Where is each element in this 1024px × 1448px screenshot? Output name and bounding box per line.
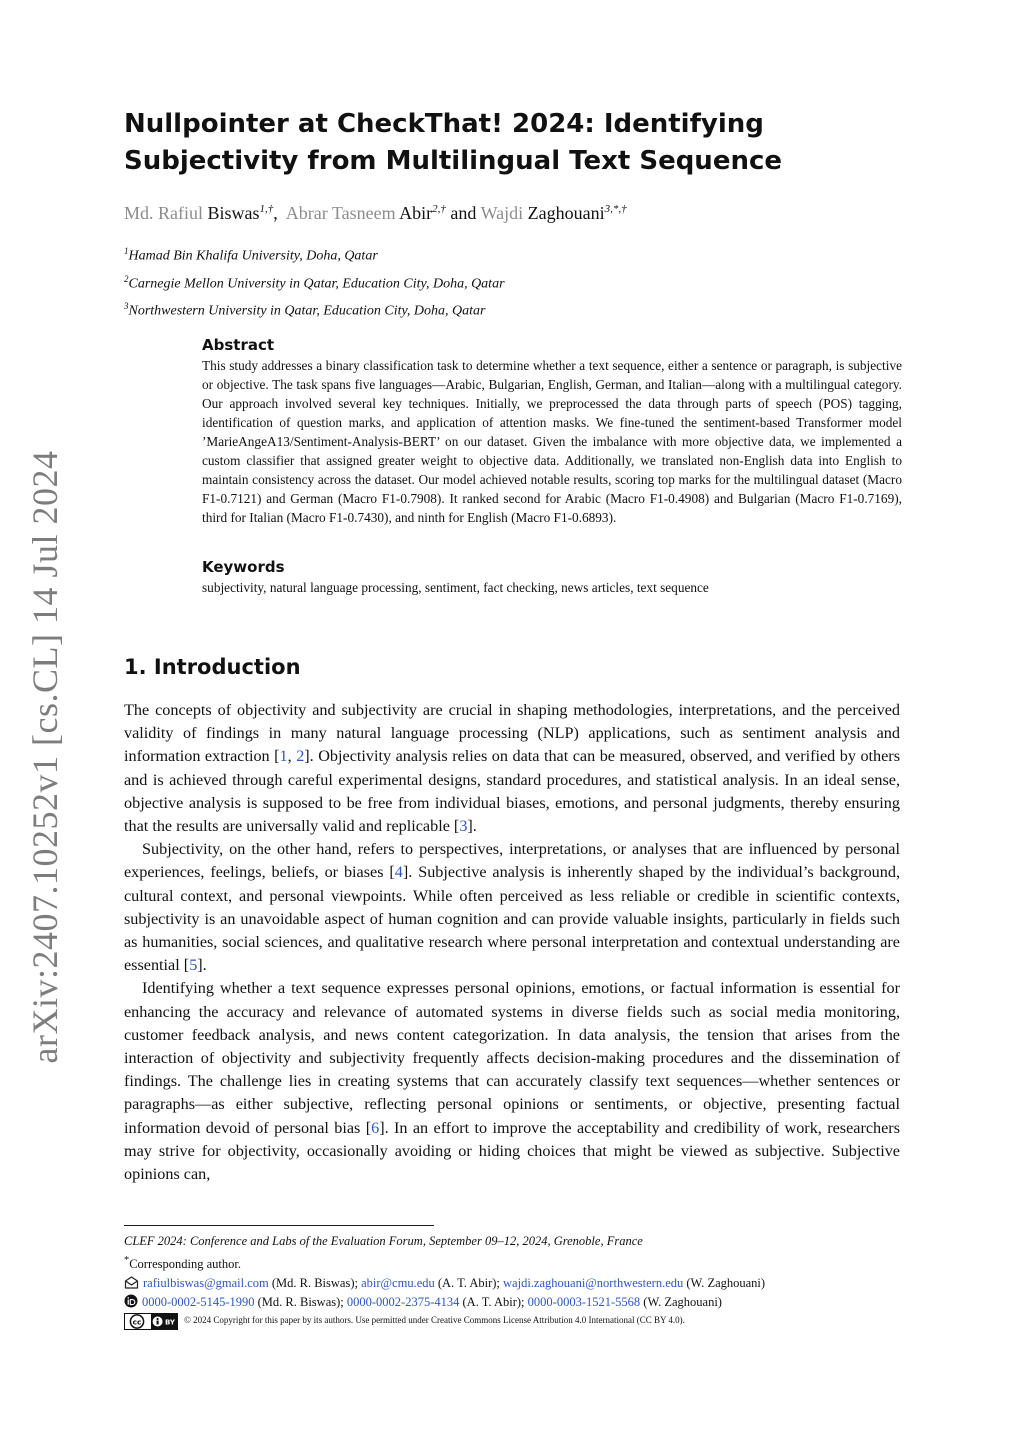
citation-link[interactable]: 1 — [279, 747, 288, 766]
email-link[interactable]: rafiulbiswas@gmail.com — [143, 1276, 269, 1291]
affiliation-1: $^1$Hamad Bin Khalifa University, Doha, Qatar — [124, 246, 378, 264]
orcid-link[interactable]: 0000-0002-2375-4134 — [346, 1295, 460, 1310]
abstract-text: This study addresses a binary classification task to determine whether a text sequence, either a sentence or paragraph, is subjective or objective. The task spans five languages—Arabic, Bulgarian, English, German, and Italian—along with a multilingual category. Our approach involved several key techniques. Initially, we preprocessed the data through parts of speech (POS) tagging, identification of question marks, and application of attention masks. We fine-tuned the sentiment-based Transformer model ’MarieAngeA13/Sentiment-Analysis-BERT’ on our dataset. Given the imbalance with more objective data, we implemented a custom classifier that assigned greater weight to objective data. Additionally, we translated non-English data into English to maintain consistency across the dataset. Our model achieved notable results, scoring top marks for the multilingual dataset (Macro F1-0.7121) and German (Macro F1-0.7908). It ranked second for Arabic (Macro F1-0.4908) and Bulgarian (Macro F1-0.7169), third for Italian (Macro F1-0.7430), and ninth for English (Macro F1-0.6893). — [202, 358, 902, 525]
keywords-text: subjectivity, natural language processing, sentiment, fact checking, news articles, text sequence — [202, 580, 709, 595]
cc-by-license-icon[interactable] — [124, 1313, 178, 1330]
intro-paragraph-2: Subjectivity, on the other hand, refers to perspectives, interpretations, or analyses that are influenced by personal experiences, feelings, beliefs, or biases [4]. Subjective analysis is inherently shaped by the individual’s background, cultural context, and personal viewpoints. While often perceived as less reliable or credible in scientific contexts, subjectivity is an unavoidable aspect of human cognition and can provide valuable insights, particularly in fields such as humanities, social sciences, and qualitative research where personal interpretation and contextual understanding are essential [5]. — [124, 840, 900, 975]
arxiv-stamp — [10, 450, 80, 1064]
author-list: Md. Rafiul Biswas$^{1,\dagger}$, Abrar Tasneem Abir$^{2,\dagger}$ and Wajdi Zaghouani$^{3,*,\dagger}$ — [124, 203, 627, 223]
intro-paragraph-1: The concepts of objectivity and subjectivity are crucial in shaping methodologies, interpretations, and the perceived validity of findings in many natural language processing (NLP) applications, such as sentiment analysis and information extraction [1, 2]. Objectivity analysis relies on data that can be measured, observed, and verified by others and is achieved through careful experimental designs, standard procedures, and statistical analysis. In an ideal sense, objective analysis is supposed to be free from individual biases, emotions, and personal judgments, thereby ensuring that the results are universally valid and replicable [3]. — [124, 701, 900, 836]
cc-badge-right-text: BY — [164, 1318, 176, 1327]
conference-note: CLEF 2024: Conference and Labs of the Evaluation Forum, September 09–12, 2024, Grenoble, France — [124, 1234, 643, 1248]
citation-link[interactable]: 2 — [296, 747, 305, 766]
citation-link[interactable]: 5 — [189, 956, 198, 975]
author-3[interactable]: Wajdi Zaghouani$^{3,*,\dagger}$ — [480, 203, 627, 223]
email-line: rafiulbiswas@gmail.com (Md. R. Biswas); abir@cmu.edu (A. T. Abir); wajdi.zaghouani@northwestern.edu (W. Zaghouani) — [124, 1274, 914, 1293]
footnotes — [124, 1232, 914, 1330]
corresponding-note: *Corresponding author. — [124, 1255, 241, 1272]
email-link[interactable]: wajdi.zaghouani@northwestern.edu — [503, 1276, 684, 1291]
keywords-heading: Keywords — [202, 558, 285, 576]
email-link[interactable]: abir@cmu.edu — [361, 1276, 435, 1291]
copyright-line: cc BY © 2024 Copyright for this paper by its authors. Use permitted under Creative Commons License Attribution 4.0 International (CC BY 4.0). — [124, 1312, 914, 1329]
affiliation-3: $^3$Northwestern University in Qatar, Education City, Doha, Qatar — [124, 301, 486, 319]
affiliation-list — [124, 240, 924, 323]
author-1[interactable]: Md. Rafiul Biswas$^{1,\dagger}$ — [124, 203, 274, 223]
envelope-icon — [124, 1276, 139, 1289]
orcid-line: 0000-0002-5145-1990 (Md. R. Biswas); 0000-0002-2375-4134 (A. T. Abir); 0000-0003-1521-5568 (W. Zaghouani) — [124, 1293, 914, 1312]
author-2[interactable]: Abrar Tasneem Abir$^{2,\dagger}$ — [285, 203, 446, 223]
affiliation-2: $^2$Carnegie Mellon University in Qatar, Education City, Doha, Qatar — [124, 273, 505, 292]
cc-badge-left-text: cc — [132, 1316, 142, 1326]
introduction-body — [124, 699, 900, 1186]
author-and: and — [450, 203, 477, 223]
orcid-link[interactable]: 0000-0002-5145-1990 — [142, 1295, 255, 1310]
paper-title: Nullpointer at CheckThat! 2024: Identifying Subjectivity from Multilingual Text Sequence — [124, 109, 783, 176]
footnote-divider — [124, 1225, 434, 1226]
orcid-icon — [124, 1294, 138, 1308]
intro-paragraph-3: Identifying whether a text sequence expresses personal opinions, emotions, or factual information is essential for enhancing the accuracy and relevance of automated systems in diverse fields such as social media monitoring, customer feedback analysis, and news content categorization. In data analysis, the tension that arises from the interaction of objectivity and subjectivity frequently affects decision-making procedures and the dissemination of findings. The challenge lies in creating systems that can accurately classify text sequences—whether sentences or paragraphs—as either subjective, reflecting personal opinions or sentiments, or objective, presenting factual information devoid of personal bias [6]. In an effort to improve the acceptability and credibility of work, researchers may strive for objectivity, occasionally avoiding or hiding choices that might be viewed as subjective. Subjective opinions can, — [124, 979, 900, 1184]
citation-link[interactable]: 6 — [371, 1118, 380, 1137]
abstract-section — [202, 336, 902, 527]
introduction-heading: 1. Introduction — [124, 655, 301, 679]
orcid-link[interactable]: 0000-0003-1521-5568 — [527, 1295, 641, 1310]
citation-link[interactable]: 4 — [394, 863, 403, 882]
citation-link[interactable]: 3 — [459, 817, 468, 836]
keywords-section — [202, 558, 902, 597]
arxiv-id: arXiv:2407.10252v1 [cs.CL] 14 Jul 2024 — [25, 450, 65, 1064]
abstract-heading: Abstract — [202, 336, 275, 354]
